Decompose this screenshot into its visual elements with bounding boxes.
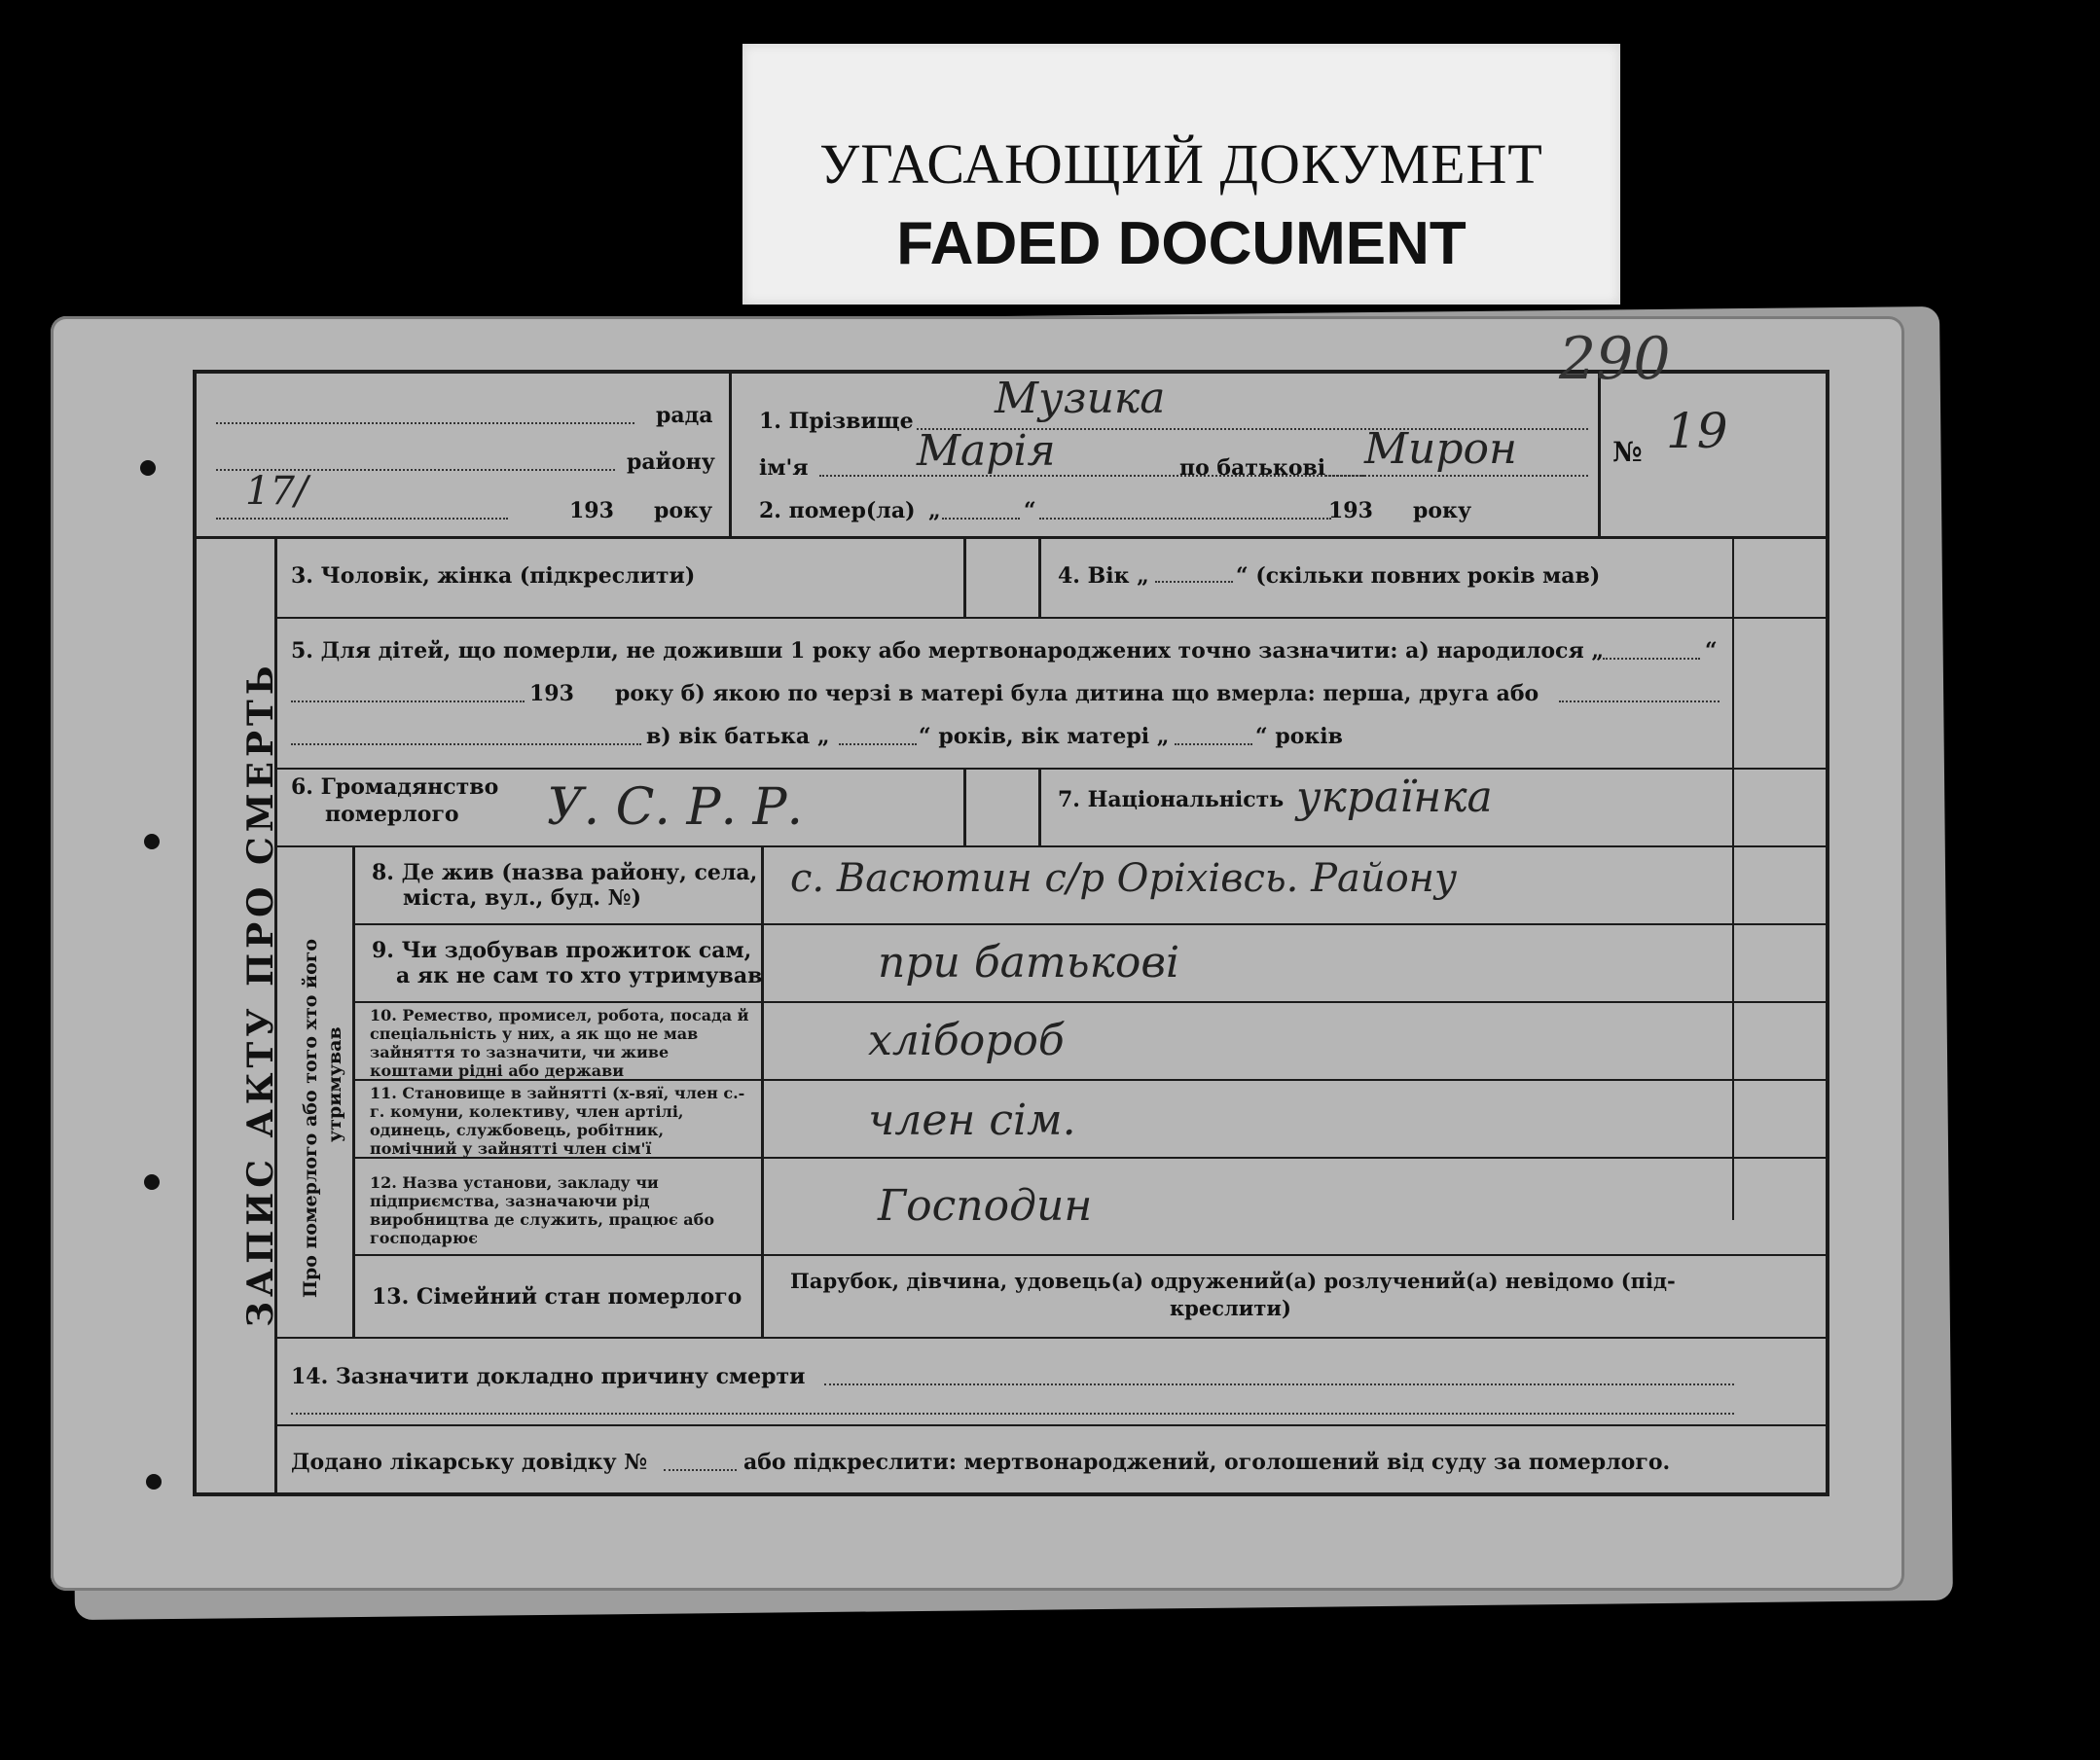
field-4-age-a: 4. Вік „ xyxy=(1058,563,1149,589)
field-3-sex: 3. Чоловік, жінка (підкреслити) xyxy=(291,563,696,589)
handwritten-date: 17/ xyxy=(245,469,308,514)
field-14-cause: 14. Зазначити докладно причину смерти xyxy=(291,1364,806,1389)
label-english: FADED DOCUMENT xyxy=(896,210,1466,277)
handwritten-surname: Музика xyxy=(995,374,1166,423)
side-subtitle-1: Про померлого або того хто його xyxy=(300,938,321,1298)
name-label: ім'я xyxy=(759,455,809,481)
rada-label: рада xyxy=(656,403,713,428)
handwritten-citizenship: У. С. Р. Р. xyxy=(547,778,804,837)
year-suffix: року xyxy=(654,498,713,523)
field-5-line3-c: “ років xyxy=(1255,724,1343,749)
handwritten-name: Марія xyxy=(917,426,1056,476)
handwritten-institution: Господин xyxy=(878,1181,1093,1231)
death-record-form xyxy=(193,325,1829,1496)
field-5-line2-b: року б) якою по черзі в матері була дитина що вмерла: перша, друга або xyxy=(615,681,1539,706)
field-9-b: а як не сам то хто утримував xyxy=(396,963,763,988)
faded-document-label xyxy=(742,44,1620,305)
field-5-line3-a: в) вік батька „ xyxy=(646,724,830,749)
field-8-b: міста, вул., буд. №) xyxy=(403,885,641,911)
field-12: 12. Назва установи, закладу чи підприємства, зазначаючи рід виробництва де служить, працює або господарює xyxy=(370,1173,715,1247)
field-5-line1-b: “ xyxy=(1705,638,1718,664)
field-6-a: 6. Громадянство xyxy=(291,774,499,800)
punch-hole xyxy=(144,834,160,849)
surname-label: 1. Прізвище xyxy=(759,409,914,434)
punch-hole xyxy=(140,460,156,476)
year-prefix: 193 xyxy=(569,498,614,523)
footer-or: або підкреслити: мертвонароджений, оголошений від суду за померлого. xyxy=(743,1450,1671,1475)
side-title: ЗАПИС АКТУ ПРО СМЕРТЬ xyxy=(240,661,281,1327)
died-label: 2. помер(ла) xyxy=(759,498,916,523)
field-6-b: померлого xyxy=(325,802,459,827)
field-5-line2-a: 193 xyxy=(529,681,574,706)
handwritten-residence: с. Васютин с/р Оріхівсь. Району xyxy=(790,856,1458,901)
field-10: 10. Ремество, промисел, робота, посада й спеціальність у них, а як що не мав зайняття то зазначити, чи живе коштами рідні або держави xyxy=(370,1006,749,1080)
field-11: 11. Становище в зайнятті (х-вяї, член с.-г. комуни, колективу, член артілі, одинець, службовець, робітник, помічний у зайнятті член сім'ї xyxy=(370,1084,745,1158)
punch-hole xyxy=(146,1474,162,1490)
handwritten-position: член сім. xyxy=(868,1096,1076,1145)
rayonu-label: району xyxy=(627,449,715,475)
handwritten-nationality: українка xyxy=(1296,772,1493,822)
died-close-quote: “ xyxy=(1024,498,1036,523)
field-13-options-b: креслити) xyxy=(1170,1296,1291,1320)
handwritten-patronymic: Мирон xyxy=(1364,424,1518,474)
footer-certificate: Додано лікарську довідку № xyxy=(291,1450,648,1475)
patronymic-label: по батькові xyxy=(1179,455,1326,481)
punch-hole xyxy=(144,1174,160,1190)
field-9-a: 9. Чи здобував прожиток сам, xyxy=(372,938,752,963)
field-5-line3-b: “ років, вік матері „ xyxy=(919,724,1170,749)
died-year: 193 xyxy=(1328,498,1373,523)
handwritten-page-number: 290 xyxy=(1559,325,1671,393)
died-open-quote: „ xyxy=(928,498,941,523)
field-8-a: 8. Де жив (назва району, села, xyxy=(372,860,758,885)
label-russian: УГАСАЮЩИЙ ДОКУМЕНТ xyxy=(819,132,1543,196)
side-subtitle-2: утримував xyxy=(324,1026,345,1142)
field-13-options-a: Парубок, дівчина, удовець(а) одружений(а) розлучений(а) невідомо (під- xyxy=(790,1269,1676,1293)
handwritten-occupation: хлібороб xyxy=(868,1016,1065,1065)
handwritten-number: 19 xyxy=(1666,403,1728,459)
field-5-line1-a: 5. Для дітей, що померли, не доживши 1 року або мертвонароджених точно зазначити: а) народилося „ xyxy=(291,638,1605,664)
handwritten-support: при батькові xyxy=(878,938,1180,988)
field-7-nationality: 7. Національність xyxy=(1058,787,1285,812)
number-label: № xyxy=(1612,436,1643,468)
field-4-age-b: “ (скільки повних років мав) xyxy=(1236,563,1601,589)
died-year-suffix: року xyxy=(1413,498,1472,523)
field-13: 13. Сімейний стан померлого xyxy=(372,1284,742,1310)
